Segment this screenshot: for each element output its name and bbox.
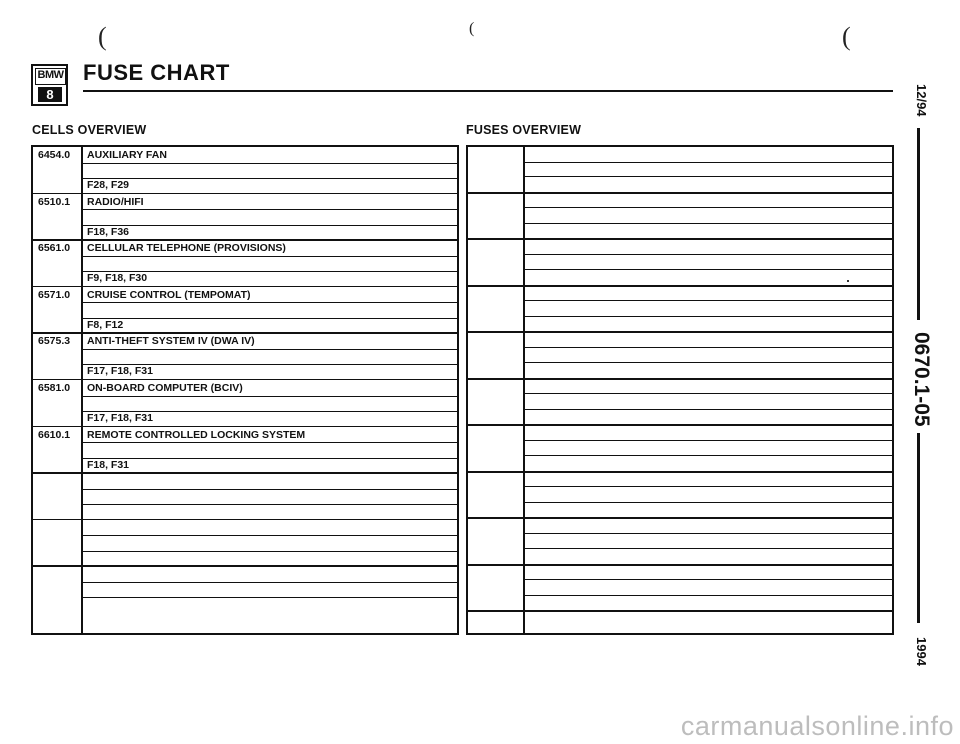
cell-row — [33, 194, 457, 241]
cell-code: 6575.3 — [38, 335, 71, 348]
fuses-overview-table — [466, 145, 894, 635]
fuse-row-rule — [468, 424, 892, 426]
page-title: FUSE CHART — [83, 60, 230, 85]
fuse-row-rule — [523, 486, 892, 487]
logo-series: 8 — [38, 87, 62, 102]
cell-description: RADIO/HIFI — [87, 195, 144, 208]
fuse-row-rule — [523, 162, 892, 163]
scan-mark-left: ( — [98, 22, 107, 51]
side-doc-number: 0670.1-05 — [910, 332, 933, 427]
cell-fuses: F17, F18, F31 — [87, 365, 153, 378]
fuse-row-rule — [523, 347, 892, 348]
row-rule — [81, 302, 457, 303]
row-rule — [81, 535, 457, 536]
row-rule — [81, 411, 457, 412]
cell-description: ON-BOARD COMPUTER (BCIV) — [87, 382, 243, 394]
cell-description: ANTI-THEFT SYSTEM IV (DWA IV) — [87, 335, 255, 348]
row-rule — [81, 396, 457, 397]
cell-row — [33, 333, 457, 380]
fuse-row-rule — [468, 610, 892, 612]
cell-code: 6510.1 — [38, 195, 71, 208]
fuse-row-rule — [523, 176, 892, 177]
fuse-row-rule — [523, 269, 892, 270]
cell-code: 6454.0 — [38, 149, 71, 161]
fuse-row-rule — [468, 331, 892, 333]
cell-fuses: F18, F31 — [87, 458, 130, 471]
cell-description: AUXILIARY FAN — [87, 149, 167, 161]
cell-fuses: F17, F18, F31 — [87, 412, 153, 424]
row-rule — [81, 163, 457, 164]
fuse-row-rule — [523, 207, 892, 208]
fuse-row-rule — [523, 548, 892, 549]
row-rule — [81, 442, 457, 443]
row-rule — [81, 597, 457, 598]
row-rule — [81, 364, 457, 365]
side-strip — [903, 0, 933, 744]
fuse-row-rule — [468, 471, 892, 473]
row-rule — [81, 489, 457, 490]
cell-row — [33, 380, 457, 427]
cell-row — [33, 520, 457, 567]
fuse-row-rule — [523, 393, 892, 394]
cell-description: CELLULAR TELEPHONE (PROVISIONS) — [87, 242, 286, 255]
cell-description: REMOTE CONTROLLED LOCKING SYSTEM — [87, 428, 306, 441]
side-year: 1994 — [914, 637, 929, 666]
fuse-row-rule — [468, 517, 892, 519]
fuse-row-rule — [523, 579, 892, 580]
row-rule — [81, 225, 457, 226]
fuse-row-rule — [523, 300, 892, 301]
row-rule — [81, 318, 457, 319]
cell-fuses: F9, F18, F30 — [87, 272, 148, 285]
fuse-row-rule — [468, 378, 892, 380]
bmw-8-logo — [31, 64, 68, 106]
cell-row — [33, 147, 457, 194]
row-rule — [81, 582, 457, 583]
cells-overview-label: CELLS OVERVIEW — [32, 123, 147, 137]
row-rule — [81, 458, 457, 459]
cell-code: 6581.0 — [38, 382, 71, 394]
fuse-row-rule — [468, 238, 892, 240]
cell-fuses: F28, F29 — [87, 179, 130, 191]
fuse-row-rule — [468, 285, 892, 287]
fuse-row-rule — [523, 455, 892, 456]
cells-overview-table — [31, 145, 459, 635]
fuse-row-rule — [523, 223, 892, 224]
cell-row — [33, 473, 457, 520]
fuse-row-rule — [523, 595, 892, 596]
fuse-row-rule — [523, 502, 892, 503]
fuses-overview-label: FUSES OVERVIEW — [466, 123, 582, 137]
cell-description: CRUISE CONTROL (TEMPOMAT) — [87, 288, 251, 301]
cell-code: 6561.0 — [38, 242, 71, 255]
scan-speck — [847, 280, 849, 282]
cell-fuses: F8, F12 — [87, 318, 124, 331]
row-rule — [81, 209, 457, 210]
scan-mark-right: ( — [842, 22, 851, 51]
row-rule — [81, 349, 457, 350]
cell-row — [33, 240, 457, 287]
side-line-top — [917, 128, 920, 320]
cell-row — [33, 427, 457, 474]
side-line-middle — [917, 433, 920, 623]
fuse-row-rule — [523, 362, 892, 363]
watermark: carmanualsonline.info — [680, 711, 954, 741]
fuse-row-rule — [468, 192, 892, 194]
fuse-row-rule — [523, 409, 892, 410]
row-rule — [81, 551, 457, 552]
scan-mark-middle: ( — [469, 20, 475, 37]
fuse-row-rule — [523, 254, 892, 255]
side-date: 12/94 — [914, 84, 929, 117]
cell-code: 6610.1 — [38, 428, 71, 441]
cell-fuses: F18, F36 — [87, 225, 130, 238]
cell-row — [33, 566, 457, 613]
row-rule — [81, 504, 457, 505]
row-rule — [81, 178, 457, 179]
fuse-row-rule — [523, 316, 892, 317]
cell-row — [33, 287, 457, 334]
fuse-row-rule — [523, 440, 892, 441]
row-rule — [81, 271, 457, 272]
row-rule — [81, 256, 457, 257]
column-divider — [523, 147, 525, 633]
cell-code: 6571.0 — [38, 288, 71, 301]
logo-brand: BMW — [35, 68, 66, 85]
fuse-row-rule — [468, 564, 892, 566]
fuse-row-rule — [523, 533, 892, 534]
title-rule — [83, 90, 893, 92]
